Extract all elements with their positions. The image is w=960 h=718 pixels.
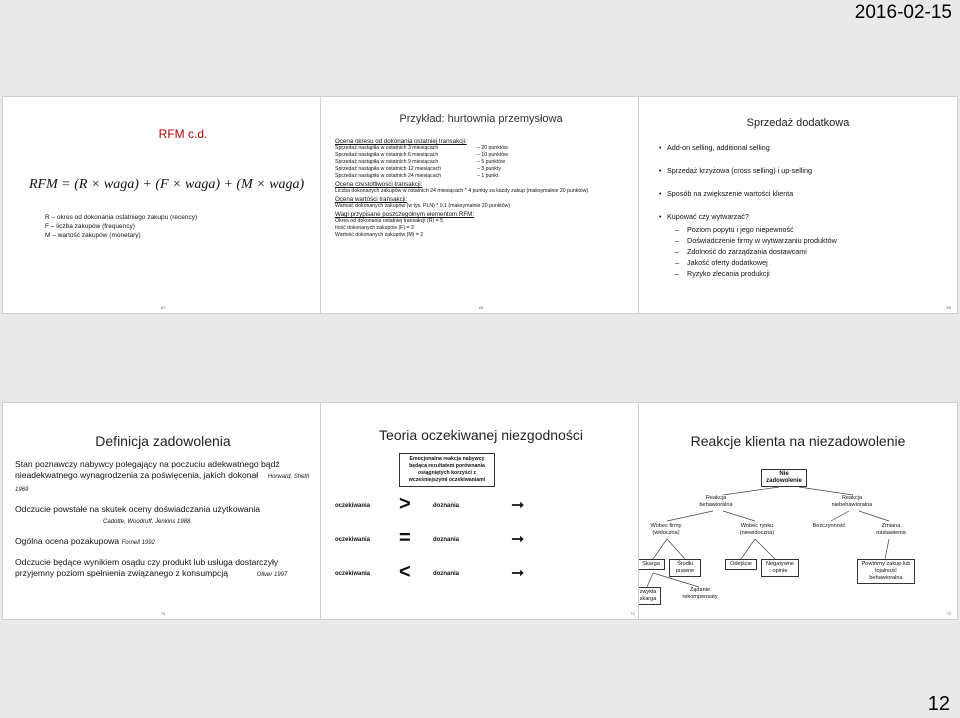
experience-label: doznania xyxy=(433,571,460,577)
slide-definicja[interactable] xyxy=(2,402,324,620)
def-frequency: F – liczba zakupów (frequency) xyxy=(45,223,135,230)
tree-node: Reakcja niebehawioralna xyxy=(825,495,879,509)
comparison-symbol: < xyxy=(399,561,411,583)
slide-number: 67 xyxy=(160,305,166,310)
rfm-definitions xyxy=(45,213,197,240)
tree-node: Reakcja behawioralna xyxy=(693,495,739,509)
definition: Ogólna ocena pozakupowa Fornell 1992 xyxy=(15,536,155,546)
definition: Stan poznawczy nabywcy polegający na poczuciu adekwatnego bądź nieadekwatnego wynagrodzenia za poświęcenia, jakich dokonał Horward, Sheth 1969 xyxy=(15,459,310,493)
section-heading: Ocena częstotliwości transakcji: xyxy=(335,181,423,188)
section-heading: Ocena wartości transakcji: xyxy=(335,196,408,203)
page-number: 12 xyxy=(927,693,950,715)
citation: Cadotte, Woodruff, Jenkins 1988 xyxy=(103,519,191,525)
slide-title: Definicja zadowolenia xyxy=(95,433,231,449)
arrow-right-icon: ➞ xyxy=(511,565,525,582)
expectations-label: oczekiwania xyxy=(335,537,371,543)
slide-reakcje[interactable] xyxy=(638,402,958,620)
tree-node: Żądanie rekompensaty xyxy=(675,587,725,601)
slide-title: Sprzedaż dodatkowa xyxy=(746,117,850,129)
list-item: • Kupować czy wytwarzać? xyxy=(659,212,949,222)
tree-node: Wobec firmy (widoczna) xyxy=(639,523,693,537)
list-item: Sprzedaż nastąpiła w ostatnich 6 miesiącach – 10 punktów xyxy=(335,152,508,158)
list-item: Sprzedaż nastąpiła w ostatnich 9 miesiącach – 5 punktów xyxy=(335,159,505,165)
comparison-symbol: > xyxy=(399,493,411,515)
slide-title: Teoria oczekiwanej niezgodności xyxy=(379,427,583,443)
list-item: Okres od dokonania ostatniej transakcji (R) = 5 xyxy=(335,218,443,224)
bullet-list xyxy=(659,143,949,279)
slide-body xyxy=(335,137,635,239)
slide-number: 68 xyxy=(478,305,484,310)
section-heading: Ocena okresu od dokonania ostatniej transakcji: xyxy=(335,138,467,145)
rfm-formula: RFM = (R × waga) + (F × waga) + (M × waga) xyxy=(29,177,305,192)
tree-node: Bezczynność xyxy=(807,523,851,530)
list-item: • Sprzedaż krzyżowa (cross selling) i up-selling xyxy=(659,166,949,176)
tree-node: zwykła skarga xyxy=(638,587,661,605)
arrow-right-icon: ➞ xyxy=(511,497,525,514)
slide-hurtownia[interactable] xyxy=(320,96,642,314)
slide-number: 72 xyxy=(946,611,951,616)
sub-item: – Poziom popytu i jego niepewność xyxy=(659,224,949,235)
tree-node: Odejście xyxy=(725,559,757,570)
tree-node: Skarga xyxy=(638,559,665,570)
slide-teoria[interactable] xyxy=(320,402,642,620)
tree-node: Negatywne opinie xyxy=(761,559,799,577)
list-item: • Add-on selling, additional selling xyxy=(659,143,949,153)
sub-item: – Jakość oferty dodatkowej xyxy=(659,257,949,268)
frequency-rule: Liczba dokonanych zakupów w ostatnich 24 miesiącach * 4 punkty za każdy zakup (maksymalnie 20 punktów) xyxy=(335,188,589,194)
citation: Oliver 1997 xyxy=(256,572,288,578)
root-node: Nie zadowolenie xyxy=(761,469,807,487)
expectations-label: oczekiwania xyxy=(335,503,371,509)
slide-body xyxy=(15,459,315,589)
tree-node: Zmiana nastawienia xyxy=(867,523,915,537)
citation: Fornell 1992 xyxy=(121,540,155,546)
tree-node: Powtórny zakup lub lojalność behawioralna xyxy=(857,559,915,584)
sub-item: – Doświadczenie firmy w wytwarzaniu produktów xyxy=(659,235,949,246)
experience-label: doznania xyxy=(433,537,460,543)
slide-rfm[interactable] xyxy=(2,96,324,314)
emotion-box: Emocjonalna reakcja nabywcy będąca rezultatem porównania osiągniętych korzyści z wcześniejszymi oczekiwaniami xyxy=(399,453,495,487)
slide-number: 69 xyxy=(946,305,951,310)
date-header: 2016-02-15 xyxy=(854,2,952,23)
def-monetary: M – wartość zakupów (monetary) xyxy=(45,232,141,239)
arrow-right-icon: ➞ xyxy=(511,531,525,548)
definition: Odczucie powstałe na skutek oceny doświadczania użytkowania Cadotte, Woodruff, Jenkins 1988 xyxy=(15,504,261,525)
section-heading: Wagi przypisane poszczególnym elementom RFM: xyxy=(335,211,475,218)
list-item: Sprzedaż nastąpiła w ostatnich 12 miesiącach – 3 punkty xyxy=(335,166,501,172)
tree-node: Środki prawne xyxy=(669,559,701,577)
sub-item: – Ryzyko zlecania produkcji xyxy=(659,268,949,279)
expectations-label: oczekiwania xyxy=(335,571,371,577)
experience-label: doznania xyxy=(433,503,460,509)
value-rule: Wartość dokonanych zakupów (w tys. PLN) * 0,1 (maksymalnie 20 punktów) xyxy=(335,203,511,209)
list-item: Ilość dokonanych zakupów (F) = 3 xyxy=(335,225,414,231)
slide-title: Reakcje klienta na niezadowolenie xyxy=(690,433,906,449)
slide-title: RFM c.d. xyxy=(158,127,208,141)
def-recency: R – okres od dokonania ostatniego zakupu (recency) xyxy=(45,214,198,221)
tree-node: Wobec rynku (niewidoczna) xyxy=(729,523,785,537)
slide-sprzedaz[interactable] xyxy=(638,96,958,314)
list-item: Wartość dokonanych zakupów (M) = 2 xyxy=(335,232,424,238)
citation: Horward, Sheth 1969 xyxy=(15,474,310,493)
list-item: • Sposób na zwiększenie wartości klienta xyxy=(659,189,949,199)
slide-title: Przykład: hurtownia przemysłowa xyxy=(399,113,563,125)
slide-number: 71 xyxy=(630,611,635,616)
list-item: Sprzedaż nastąpiła w ostatnich 24 miesiącach – 1 punkt xyxy=(335,173,499,179)
sub-item: – Zdolność do zarządzania dostawcami xyxy=(659,246,949,257)
list-item: Sprzedaż nastąpiła w ostatnich 3 miesiącach – 20 punktów xyxy=(335,145,508,151)
definition: Odczucie będące wynikiem osądu czy produkt lub usługa dostarczyły przyjemny poziom spełnienia związanego z konsumpcją Oliver 1997 xyxy=(15,557,288,578)
comparison-symbol: = xyxy=(399,527,411,549)
slide-number: 70 xyxy=(160,611,166,616)
